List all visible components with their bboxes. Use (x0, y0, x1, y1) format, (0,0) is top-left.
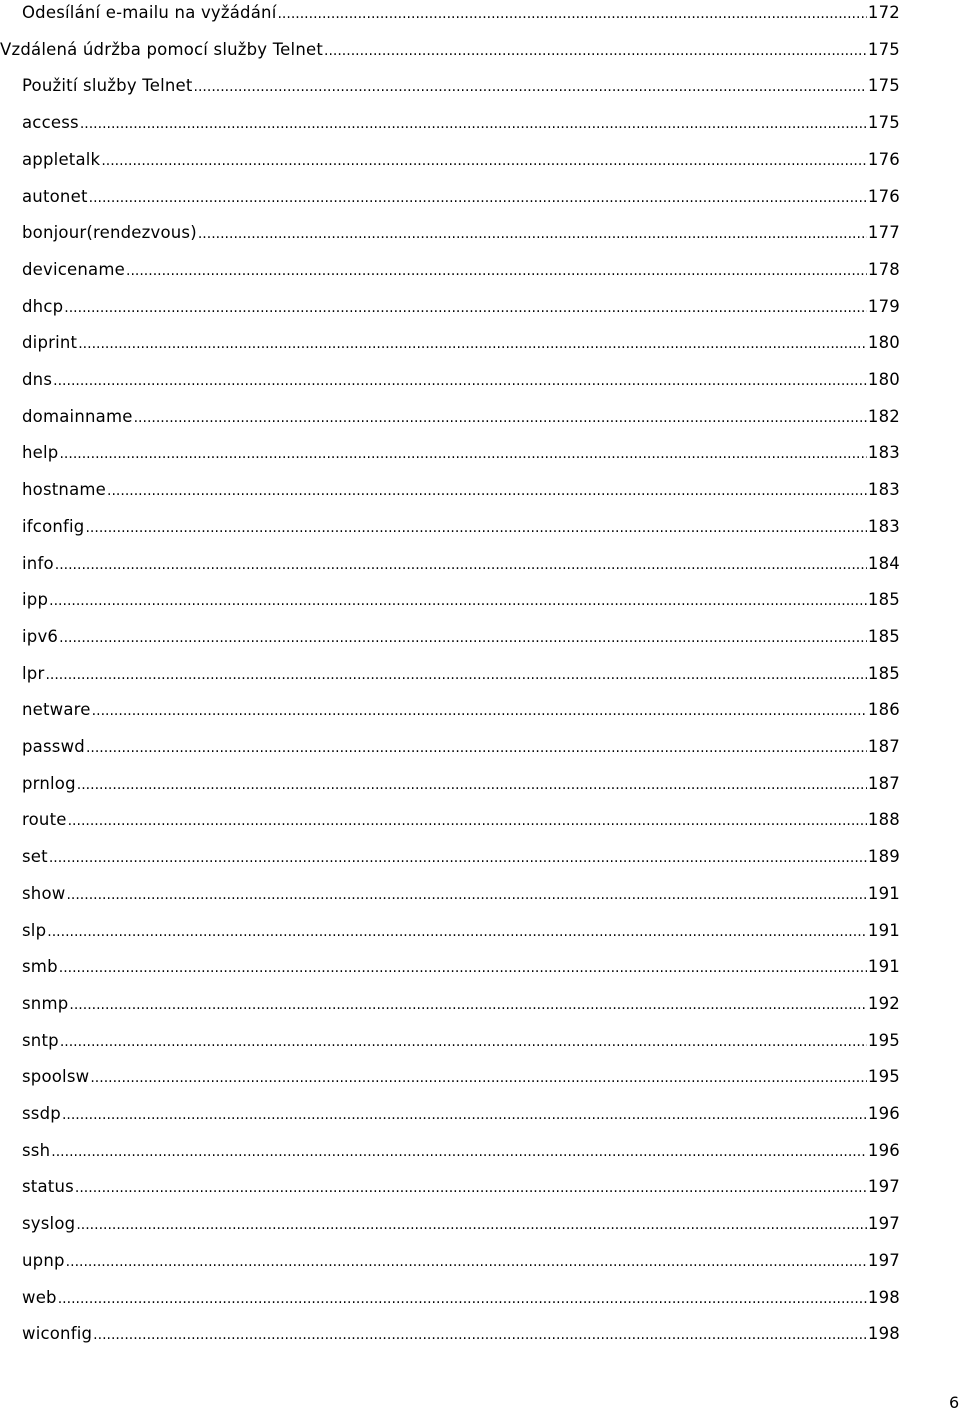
dot-leader (60, 1028, 867, 1055)
toc-entry-label: hostname (22, 480, 107, 500)
dot-leader (324, 37, 867, 64)
dot-leader (89, 184, 867, 211)
toc-entry-page: 191 (867, 957, 900, 977)
toc-entry-page: 187 (867, 737, 900, 756)
toc-entry-label: prnlog (22, 773, 76, 793)
dot-leader (107, 477, 867, 504)
dot-leader (53, 367, 867, 394)
toc-entry-label: diprint (22, 333, 78, 353)
toc-entry-page: 178 (867, 259, 900, 279)
toc-entry[interactable] (22, 587, 900, 613)
toc-entry[interactable] (22, 0, 900, 26)
toc-entry-label: upnp (22, 1250, 65, 1270)
toc-entry-label: domainname (22, 406, 133, 426)
toc-entry-page: 176 (867, 186, 900, 206)
toc-entry-label: route (22, 810, 67, 830)
dot-leader (85, 514, 866, 541)
toc-entry[interactable] (0, 37, 900, 63)
toc-entry-page: 196 (867, 1140, 900, 1160)
toc-entry-page: 184 (867, 553, 900, 573)
toc-entry-label: dns (22, 370, 53, 389)
toc-entry-label: ipp (22, 590, 49, 610)
dot-leader (76, 1211, 867, 1238)
toc-entry[interactable] (22, 257, 900, 283)
toc-entry[interactable] (22, 624, 900, 650)
dot-leader (277, 0, 866, 27)
toc-entry-page: 175 (867, 76, 900, 96)
toc-entry-page: 187 (867, 773, 900, 793)
toc-entry[interactable] (22, 771, 900, 797)
toc-entry[interactable] (22, 367, 900, 393)
toc-entry-label: set (22, 847, 48, 867)
toc-entry[interactable] (22, 918, 900, 944)
dot-leader (90, 1064, 867, 1091)
toc-entry[interactable] (22, 294, 900, 320)
toc-entry[interactable] (22, 734, 900, 760)
toc-entry-page: 192 (867, 993, 900, 1013)
toc-entry-label: netware (22, 700, 91, 720)
toc-entry[interactable] (22, 807, 900, 833)
toc-entry-label: info (22, 553, 54, 573)
dot-leader (59, 954, 867, 981)
toc-entry[interactable] (22, 1138, 900, 1164)
dot-leader (66, 881, 866, 908)
toc-entry[interactable] (22, 844, 900, 870)
dot-leader (45, 661, 866, 688)
toc-entry[interactable] (22, 954, 900, 980)
toc-entry-page: 186 (867, 700, 900, 720)
dot-leader (66, 1248, 867, 1275)
dot-leader (58, 1285, 867, 1312)
dot-leader (77, 771, 867, 798)
toc-entry-label: access (22, 113, 79, 133)
toc-entry-page: 179 (867, 296, 900, 316)
toc-entry-label: sntp (22, 1030, 59, 1050)
toc-entry[interactable] (22, 110, 900, 136)
dot-leader (80, 110, 867, 137)
dot-leader (75, 1174, 867, 1201)
dot-leader (59, 440, 866, 467)
dot-leader (194, 73, 867, 100)
dot-leader (49, 844, 867, 871)
toc-entry-label: Použití služby Telnet (22, 76, 193, 96)
dot-leader (55, 551, 867, 578)
toc-entry-page: 198 (867, 1287, 900, 1307)
toc-entry-label: passwd (22, 737, 85, 756)
toc-entry-page: 176 (867, 149, 900, 169)
toc-entry-page: 195 (867, 1067, 900, 1087)
toc-entry[interactable] (22, 1285, 900, 1311)
toc-entry-label: show (22, 883, 66, 903)
toc-entry-page: 182 (867, 406, 900, 426)
dot-leader (101, 147, 867, 174)
toc-entry-label: bonjour(rendezvous) (22, 223, 197, 243)
toc-entry-page: 188 (867, 810, 900, 830)
toc-entry[interactable] (22, 477, 900, 503)
toc-entry[interactable] (22, 73, 900, 99)
toc-entry-page: 172 (867, 3, 900, 22)
toc-entry-label: ssh (22, 1140, 51, 1160)
page-number: 6 (949, 1393, 960, 1412)
toc-entry-page: 183 (867, 516, 900, 536)
toc-entry-page: 175 (867, 113, 900, 133)
toc-entry-label: wiconfig (22, 1324, 93, 1344)
toc-entry-page: 183 (867, 480, 900, 500)
toc-entry[interactable] (22, 1064, 900, 1090)
toc-entry[interactable] (22, 220, 900, 246)
toc-entry[interactable] (22, 1211, 900, 1237)
toc-entry-label: slp (22, 920, 47, 940)
toc-entry[interactable] (22, 404, 900, 430)
toc-entry-page: 191 (867, 920, 900, 940)
toc-entry-label: devicename (22, 259, 125, 279)
toc-entry-page: 180 (867, 333, 900, 353)
dot-leader (78, 330, 867, 357)
toc-entry[interactable] (22, 697, 900, 723)
dot-leader (126, 257, 867, 284)
toc-entry-label: help (22, 443, 59, 463)
toc-entry[interactable] (22, 330, 900, 356)
toc-entry[interactable] (22, 1321, 900, 1347)
toc-entry-page: 197 (867, 1177, 900, 1197)
toc-entry-page: 183 (867, 443, 900, 463)
dot-leader (49, 587, 867, 614)
toc-entry[interactable] (22, 1028, 900, 1054)
toc-entry[interactable] (22, 514, 900, 540)
dot-leader (92, 697, 867, 724)
toc-entry[interactable] (22, 551, 900, 577)
toc-entry[interactable] (22, 147, 900, 173)
dot-leader (69, 991, 867, 1018)
toc-entry-page: 189 (867, 847, 900, 867)
toc-entry-label: autonet (22, 186, 88, 206)
dot-leader (62, 1101, 867, 1128)
dot-leader (198, 220, 867, 247)
toc-entry-label: appletalk (22, 149, 101, 169)
toc-entry[interactable] (22, 1101, 900, 1127)
dot-leader (93, 1321, 867, 1348)
toc-entry-label: ssdp (22, 1104, 61, 1123)
toc-entry[interactable] (22, 1248, 900, 1274)
toc-entry-label: Odesílání e-mailu na vyžádání (22, 3, 277, 22)
toc-entry-page: 196 (867, 1104, 900, 1123)
toc-entry-label: Vzdálená údržba pomocí služby Telnet (0, 39, 323, 59)
dot-leader (51, 1138, 867, 1165)
dot-leader (59, 624, 867, 651)
toc-entry-label: snmp (22, 993, 69, 1013)
toc-entry[interactable] (22, 991, 900, 1017)
toc-entry[interactable] (22, 1174, 900, 1200)
toc-entry-page: 185 (867, 663, 900, 683)
toc-entry-page: 197 (867, 1214, 900, 1234)
toc-entry[interactable] (22, 661, 900, 687)
toc-entry-label: smb (22, 957, 58, 977)
dot-leader (64, 294, 867, 321)
toc-entry-label: ifconfig (22, 516, 85, 536)
toc-entry-label: ipv6 (22, 626, 59, 646)
toc-entry-label: lpr (22, 663, 45, 683)
toc-entry-page: 180 (867, 370, 900, 389)
toc-entry-label: status (22, 1177, 74, 1197)
dot-leader (86, 734, 867, 761)
toc-entry-page: 197 (867, 1250, 900, 1270)
toc-entry[interactable] (22, 184, 900, 210)
toc-entry-page: 191 (867, 883, 900, 903)
toc-entry-label: web (22, 1287, 57, 1307)
toc-entry-page: 177 (867, 223, 900, 243)
toc-entry[interactable] (22, 881, 900, 907)
toc-entry-page: 195 (867, 1030, 900, 1050)
toc-entry-page: 185 (867, 626, 900, 646)
toc-entry-label: syslog (22, 1214, 76, 1234)
dot-leader (68, 807, 867, 834)
toc-entry-label: spoolsw (22, 1067, 90, 1087)
toc-entry-page: 198 (867, 1324, 900, 1344)
toc-entry-page: 175 (867, 39, 900, 59)
toc-entry[interactable] (22, 440, 900, 466)
toc-entry-page: 185 (867, 590, 900, 610)
dot-leader (134, 404, 867, 431)
toc-entry-label: dhcp (22, 296, 64, 316)
dot-leader (47, 918, 867, 945)
